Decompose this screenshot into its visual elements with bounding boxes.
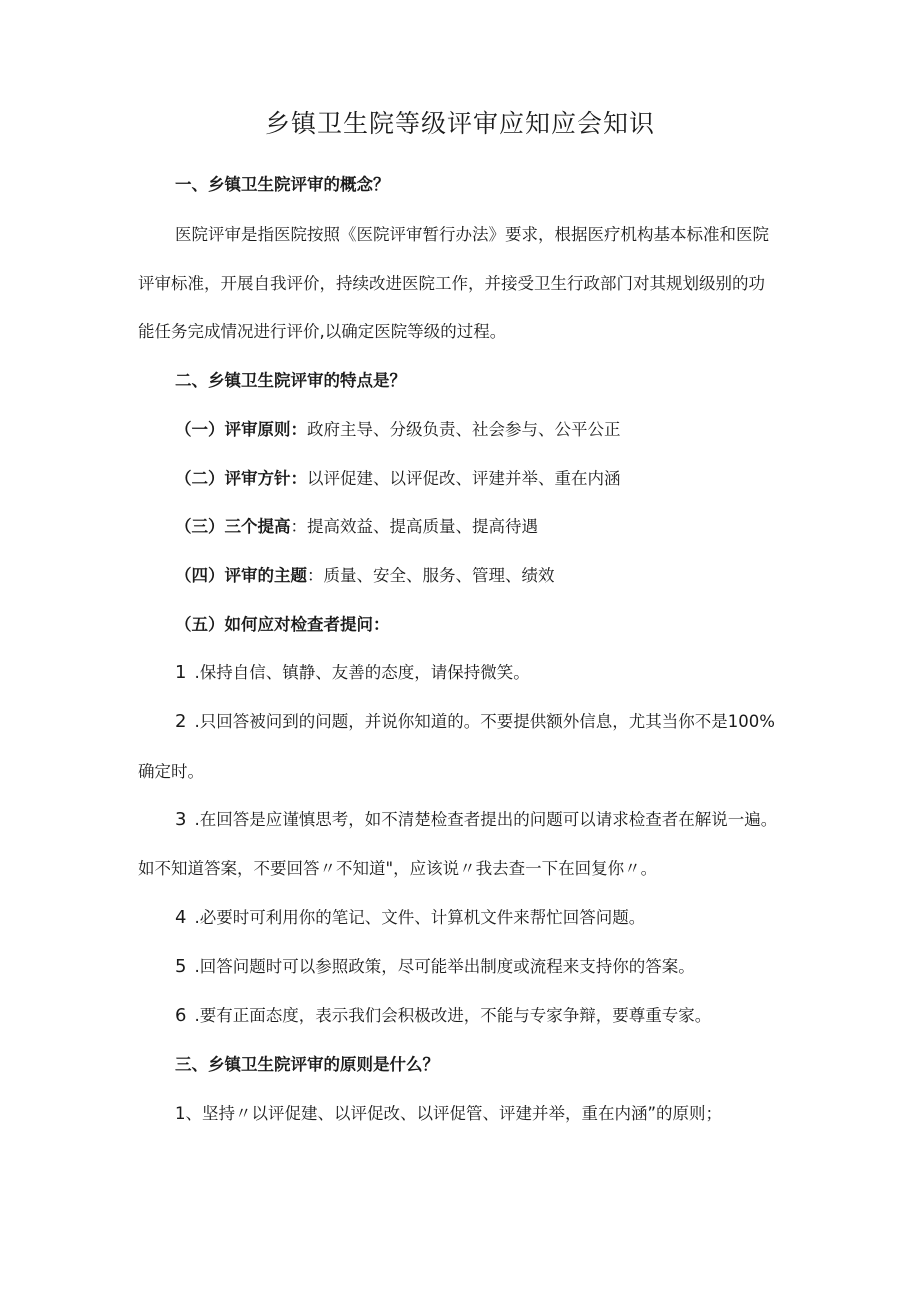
tip-item bbox=[175, 710, 775, 734]
tip-text: .回答问题时可以参照政策，尽可能举出制度或流程来支持你的答案。 bbox=[194, 957, 695, 976]
section-3-heading: 三、乡镇卫生院评审的原则是什么？ bbox=[175, 1055, 439, 1074]
section-1-paragraph-line: 能任务完成情况进行评价,以确定医院等级的过程。 bbox=[138, 322, 507, 341]
section-1-heading: 一、乡镇卫生院评审的概念？ bbox=[175, 175, 390, 194]
tip-text: .在回答是应谨慎思考，如不清楚检查者提出的问题可以请求检查者在解说一遍。 bbox=[194, 810, 778, 829]
tip-text: .要有正面态度，表示我们会积极改进，不能与专家争辩，要尊重专家。 bbox=[194, 1006, 712, 1025]
tip-text: .必要时可利用你的笔记、文件、计算机文件来帮忙回答问题。 bbox=[194, 908, 646, 927]
tip-item bbox=[175, 661, 530, 685]
feature-item bbox=[175, 564, 555, 588]
tip-number: 3 bbox=[175, 809, 187, 830]
tip-item bbox=[175, 808, 777, 832]
tip-number: 2 bbox=[175, 711, 187, 732]
tip-number: 5 bbox=[175, 956, 187, 977]
feature-item bbox=[175, 467, 621, 491]
document-title: 乡镇卫生院等级评审应知应会知识 bbox=[264, 109, 655, 138]
feature-label: （三）三个提高 bbox=[175, 517, 291, 536]
tip-text: .保持自信、镇静、友善的态度，请保持微笑。 bbox=[194, 663, 530, 682]
feature-label: （五）如何应对检查者提问： bbox=[175, 615, 390, 634]
tip-item bbox=[175, 955, 695, 979]
feature-item bbox=[175, 418, 621, 442]
feature-text: 以评促建、以评促改、评建并举、重在内涵 bbox=[307, 469, 621, 488]
section-1-paragraph-line: 医院评审是指医院按照《医院评审暂行办法》要求，根据医疗机构基本标准和医院 bbox=[175, 225, 769, 244]
tip-item bbox=[175, 1004, 711, 1028]
feature-label: （二）评审方针： bbox=[175, 469, 307, 488]
tip-number: 1 bbox=[175, 662, 187, 683]
feature-text: ：质量、安全、服务、管理、绩效 bbox=[307, 566, 555, 585]
feature-item bbox=[175, 613, 390, 637]
section-2-heading: 二、乡镇卫生院评审的特点是？ bbox=[175, 371, 406, 390]
feature-text: 政府主导、分级负责、社会参与、公平公正 bbox=[307, 420, 621, 439]
tip-text: .只回答被问到的问题，并说你知道的。不要提供额外信息，尤其当你不是100% bbox=[194, 712, 775, 731]
feature-item bbox=[175, 515, 538, 539]
tip-item bbox=[175, 906, 645, 930]
section-1-paragraph-line: 评审标准，开展自我评价，持续改进医院工作，并接受卫生行政部门对其规划级别的功 bbox=[138, 274, 765, 293]
principle-item: 1、坚持〃以评促建、以评促改、以评促管、评建并举，重在内涵”的原则； bbox=[175, 1104, 723, 1123]
feature-label: （四）评审的主题 bbox=[175, 566, 307, 585]
tip-number: 4 bbox=[175, 907, 187, 928]
tip-continuation: 确定时。 bbox=[138, 762, 204, 781]
feature-label: （一）评审原则： bbox=[175, 420, 307, 439]
feature-text: ：提高效益、提高质量、提高待遇 bbox=[290, 517, 538, 536]
tip-continuation: 如不知道答案，不要回答〃不知道"，应该说〃我去查一下在回复你〃。 bbox=[138, 859, 658, 878]
tip-number: 6 bbox=[175, 1005, 187, 1026]
